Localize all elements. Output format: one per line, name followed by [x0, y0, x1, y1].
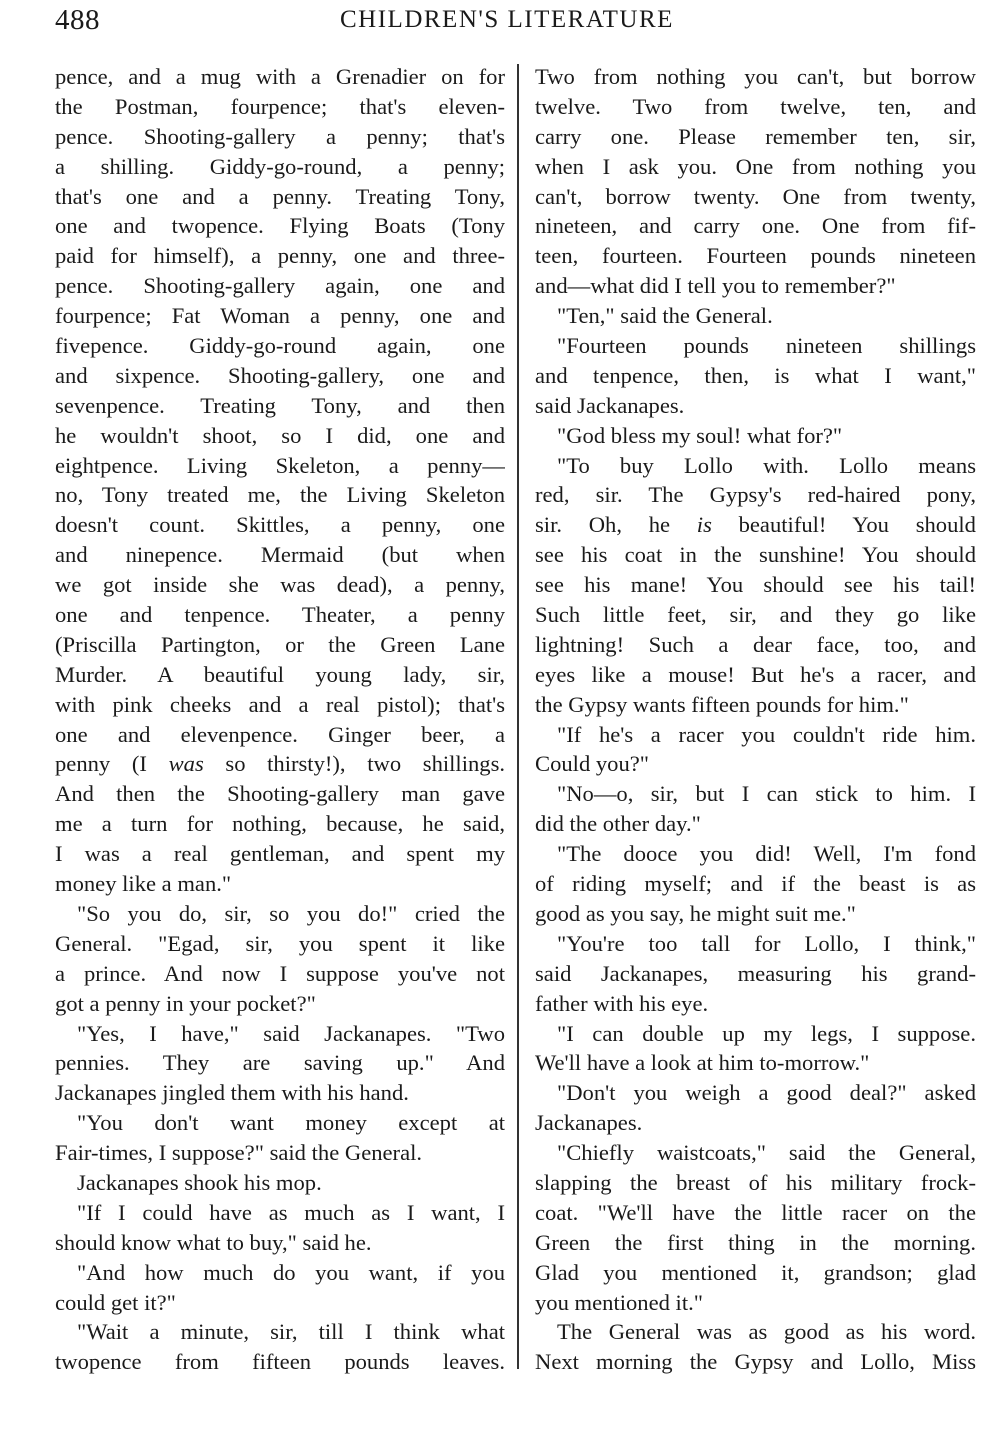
text-line: "Wait a minute, sir, till I think what — [77, 1319, 505, 1345]
right-text-column — [535, 62, 976, 1377]
text-line: Jackanapes jingled them with his hand. — [55, 1080, 409, 1106]
text-line: eyes like a mouse! But he's a racer, and — [535, 661, 976, 687]
text-line: we got inside she was dead), a penny, — [55, 572, 505, 598]
text-line: one and elevenpence. Ginger beer, a — [55, 721, 505, 747]
text-line: Glad you mentioned it, grandson; glad — [535, 1259, 976, 1285]
text-line: sir. Oh, he is beautiful! You should — [535, 512, 976, 538]
left-text-column — [55, 62, 505, 1377]
text-line: pence, and a mug with a Grenadier on for — [55, 64, 505, 89]
text-line: and tenpence, then, is what I want," — [535, 362, 976, 388]
text-line: teen, fourteen. Fourteen pounds nineteen — [535, 243, 976, 269]
text-line: of riding myself; and if the beast is as — [535, 871, 976, 897]
text-line: the Gypsy wants fifteen pounds for him." — [535, 691, 909, 717]
text-line: "Don't you weigh a good deal?" asked — [557, 1080, 976, 1106]
text-line: Jackanapes shook his mop. — [77, 1169, 322, 1195]
text-line: Next morning the Gypsy and Lollo, Miss — [535, 1349, 976, 1375]
text-line: no, Tony treated me, the Living Skeleton — [55, 482, 505, 508]
column-divider — [517, 64, 519, 1369]
text-line: did the other day." — [535, 811, 701, 837]
text-line: "And how much do you want, if you — [77, 1259, 505, 1285]
text-line: "Chiefly waistcoats," said the General, — [557, 1140, 976, 1166]
text-line: Green the first thing in the morning. — [535, 1229, 976, 1255]
text-line: "You're too tall for Lollo, I think," — [557, 930, 976, 956]
text-line: see his mane! You should see his tail! — [535, 572, 976, 598]
text-line: and—what did I tell you to remember?" — [535, 273, 896, 299]
text-line: fivepence. Giddy-go-round again, one — [55, 333, 505, 359]
text-line: penny (I was so thirsty!), two shillings. — [55, 751, 505, 777]
text-line: "The dooce you did! Well, I'm fond — [557, 841, 976, 867]
text-line: one and tenpence. Theater, a penny — [55, 602, 505, 628]
text-line: We'll have a look at him to-morrow." — [535, 1050, 870, 1076]
text-line: money like a man." — [55, 871, 232, 897]
text-line: Two from nothing you can't, but borrow — [535, 64, 976, 89]
text-line: Such little feet, sir, and they go like — [535, 602, 976, 628]
text-line: you mentioned it." — [535, 1289, 703, 1315]
text-line: pennies. They are saving up." And — [55, 1050, 505, 1076]
text-line: carry one. Please remember ten, sir, — [535, 123, 976, 149]
text-line: Jackanapes. — [535, 1110, 643, 1136]
text-line: said Jackanapes, measuring his grand- — [535, 960, 976, 986]
text-line: twelve. Two from twelve, ten, and — [535, 93, 976, 119]
text-line: that's one and a penny. Treating Tony, — [55, 183, 505, 209]
text-line: with pink cheeks and a real pistol); that's — [55, 691, 505, 717]
text-line: a prince. And now I suppose you've not — [55, 960, 505, 986]
text-line: the Postman, fourpence; that's eleven- — [55, 93, 505, 119]
text-line: lightning! Such a dear face, too, and — [535, 631, 976, 657]
text-line: got a penny in your pocket?" — [55, 990, 316, 1016]
text-line: should know what to buy," said he. — [55, 1229, 372, 1255]
text-line: he wouldn't shoot, so I did, one and — [55, 422, 505, 448]
text-line: said Jackanapes. — [535, 392, 685, 418]
text-line: "I can double up my legs, I suppose. — [557, 1020, 976, 1046]
text-line: could get it?" — [55, 1289, 176, 1315]
text-line: Fair-times, I suppose?" said the General. — [55, 1140, 423, 1166]
text-line: I was a real gentleman, and spent my — [55, 841, 505, 867]
text-line: can't, borrow twenty. One from twenty, — [535, 183, 976, 209]
text-line: twopence from fifteen pounds leaves. — [55, 1349, 505, 1375]
text-line: slapping the breast of his military frock- — [535, 1169, 976, 1195]
text-line: "God bless my soul! what for?" — [557, 422, 843, 448]
text-line: "So you do, sir, so you do!" cried the — [77, 900, 505, 926]
text-line: Could you?" — [535, 751, 650, 777]
text-line: and ninepence. Mermaid (but when — [55, 542, 505, 568]
text-line: coat. "We'll have the little racer on the — [535, 1199, 976, 1225]
text-line: "If I could have as much as I want, I — [77, 1199, 505, 1225]
text-line: (Priscilla Partington, or the Green Lane — [55, 631, 505, 657]
text-line: doesn't count. Skittles, a penny, one — [55, 512, 505, 538]
text-line: "Ten," said the General. — [557, 303, 773, 329]
text-line: Murder. A beautiful young lady, sir, — [55, 661, 505, 687]
text-line: And then the Shooting-gallery man gave — [55, 781, 505, 807]
text-line: good as you say, he might suit me." — [535, 900, 856, 926]
text-line: paid for himself), a penny, one and three- — [55, 243, 505, 269]
text-line: "Yes, I have," said Jackanapes. "Two — [77, 1020, 505, 1046]
text-line: "If he's a racer you couldn't ride him. — [557, 721, 976, 747]
text-line: see his coat in the sunshine! You should — [535, 542, 976, 568]
text-line: "You don't want money except at — [77, 1110, 505, 1136]
page-number: 488 — [55, 4, 100, 36]
text-line: a shilling. Giddy-go-round, a penny; — [55, 153, 505, 179]
text-line: red, sir. The Gypsy's red-haired pony, — [535, 482, 976, 508]
text-line: General. "Egad, sir, you spent it like — [55, 930, 505, 956]
text-line: when I ask you. One from nothing you — [535, 153, 976, 179]
text-line: one and twopence. Flying Boats (Tony — [55, 213, 505, 239]
text-line: pence. Shooting-gallery a penny; that's — [55, 123, 505, 149]
running-head: CHILDREN'S LITERATURE — [340, 6, 674, 33]
text-line: "Fourteen pounds nineteen shillings — [557, 333, 976, 359]
text-line: "To buy Lollo with. Lollo means — [557, 452, 976, 478]
text-line: eightpence. Living Skeleton, a penny— — [55, 452, 505, 478]
text-line: nineteen, and carry one. One from fif- — [535, 213, 976, 239]
text-line: sevenpence. Treating Tony, and then — [55, 392, 505, 418]
text-line: and sixpence. Shooting-gallery, one and — [55, 362, 505, 388]
text-line: pence. Shooting-gallery again, one and — [55, 273, 505, 299]
text-line: me a turn for nothing, because, he said, — [55, 811, 505, 837]
text-line: father with his eye. — [535, 990, 709, 1016]
text-line: fourpence; Fat Woman a penny, one and — [55, 303, 505, 329]
text-line: The General was as good as his word. — [557, 1319, 976, 1345]
text-line: "No—o, sir, but I can stick to him. I — [557, 781, 976, 807]
